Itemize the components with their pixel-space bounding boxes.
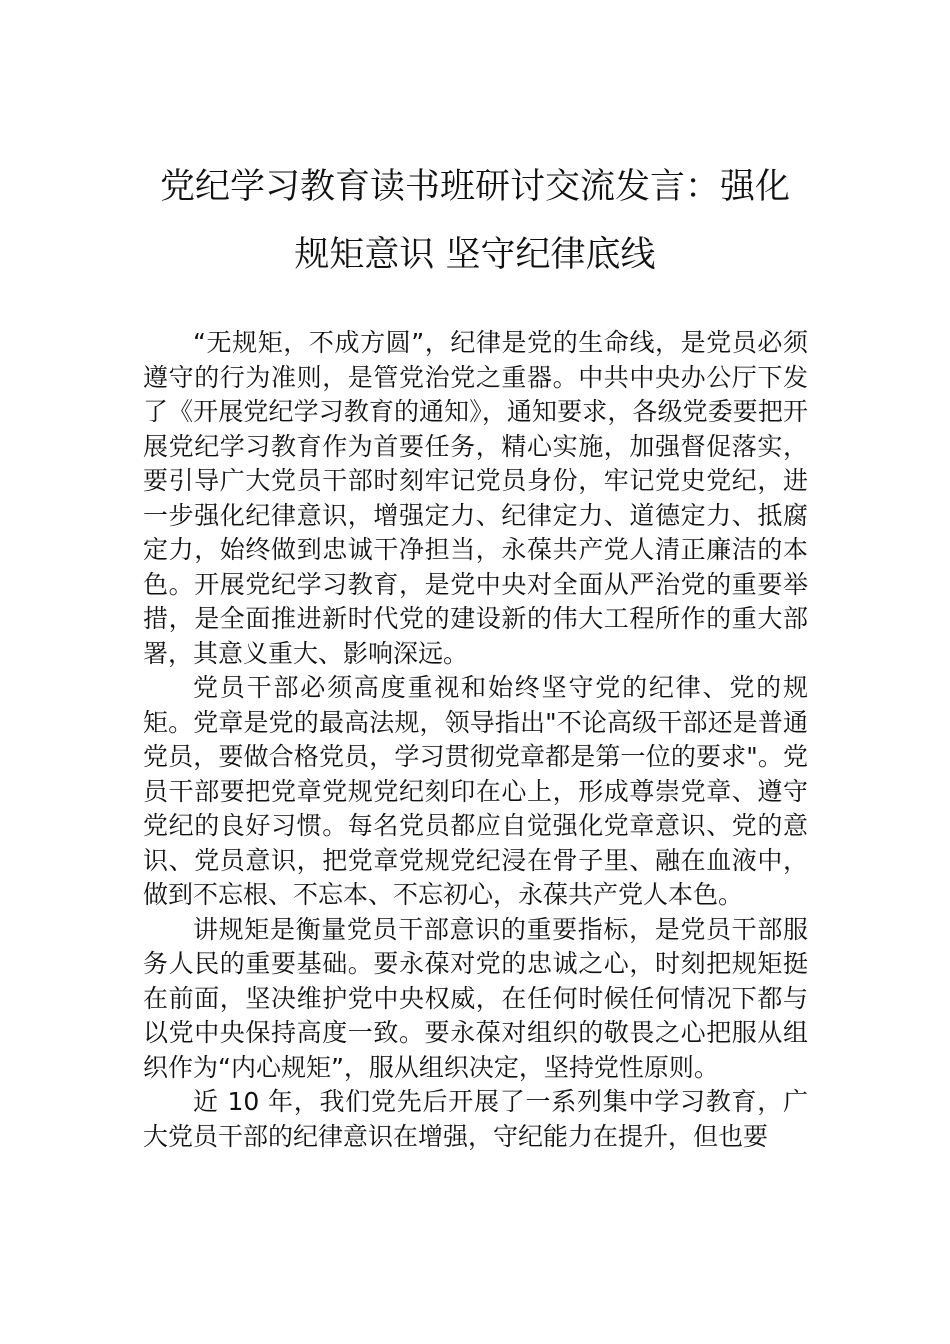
paragraph: 讲规矩是衡量党员干部意识的重要指标，是党员干部服务人民的重要基础。要永葆对党的忠诚之心，时刻把规矩挺在前面，坚决维护党中央权威，在任何时候任何情况下都与以党中央保持高度一致。要永葆对组织的敬畏之心把服从组织作为“内心规矩”，服从组织决定，坚持党性原则。 [143, 914, 808, 1082]
paragraph: “无规矩，不成方圆”，纪律是党的生命线，是党员必须遵守的行为准则，是管党治党之重器。中共中央办公厅下发了《开展党纪学习教育的通知》，通知要求，各级党委要把开展党纪学习教育作为首要任务，精心实施，加强督促落实，要引导广大党员干部时刻牢记党员身份，牢记党史党纪，进一步强化纪律意识，增强定力、纪律定力、道德定力、抵腐定力，始终做到忠诚干净担当，永葆共产党人清正廉洁的本色。开展党纪学习教育，是党中央对全面从严治党的重要举措，是全面推进新时代党的建设新的伟大工程所作的重大部署，其意义重大、影响深远。 [143, 328, 808, 668]
document-title-line-2: 规矩意识 坚守纪律底线 [294, 235, 656, 275]
document-title-line-1: 党纪学习教育读书班研讨交流发言：强化 [159, 167, 790, 207]
paragraph: 党员干部必须高度重视和始终坚守党的纪律、党的规矩。党章是党的最高法规，领导指出"不论高级干部还是普通党员，要做合格党员，学习贯彻党章都是第一位的要求"。党员干部要把党章党规党纪刻印在心上，形成尊崇党章、遵守党纪的良好习惯。每名党员都应自觉强化党章意识、党的意识、党员意识，把党章党规党纪浸在骨子里、融在血液中，做到不忘根、不忘本、不忘初心，永葆共产党人本色。 [143, 673, 808, 909]
document-body [143, 326, 808, 1154]
paragraph: 近 10 年，我们党先后开展了一系列集中学习教育，广大党员干部的纪律意识在增强，守纪能力在提升，但也要 [143, 1087, 808, 1151]
